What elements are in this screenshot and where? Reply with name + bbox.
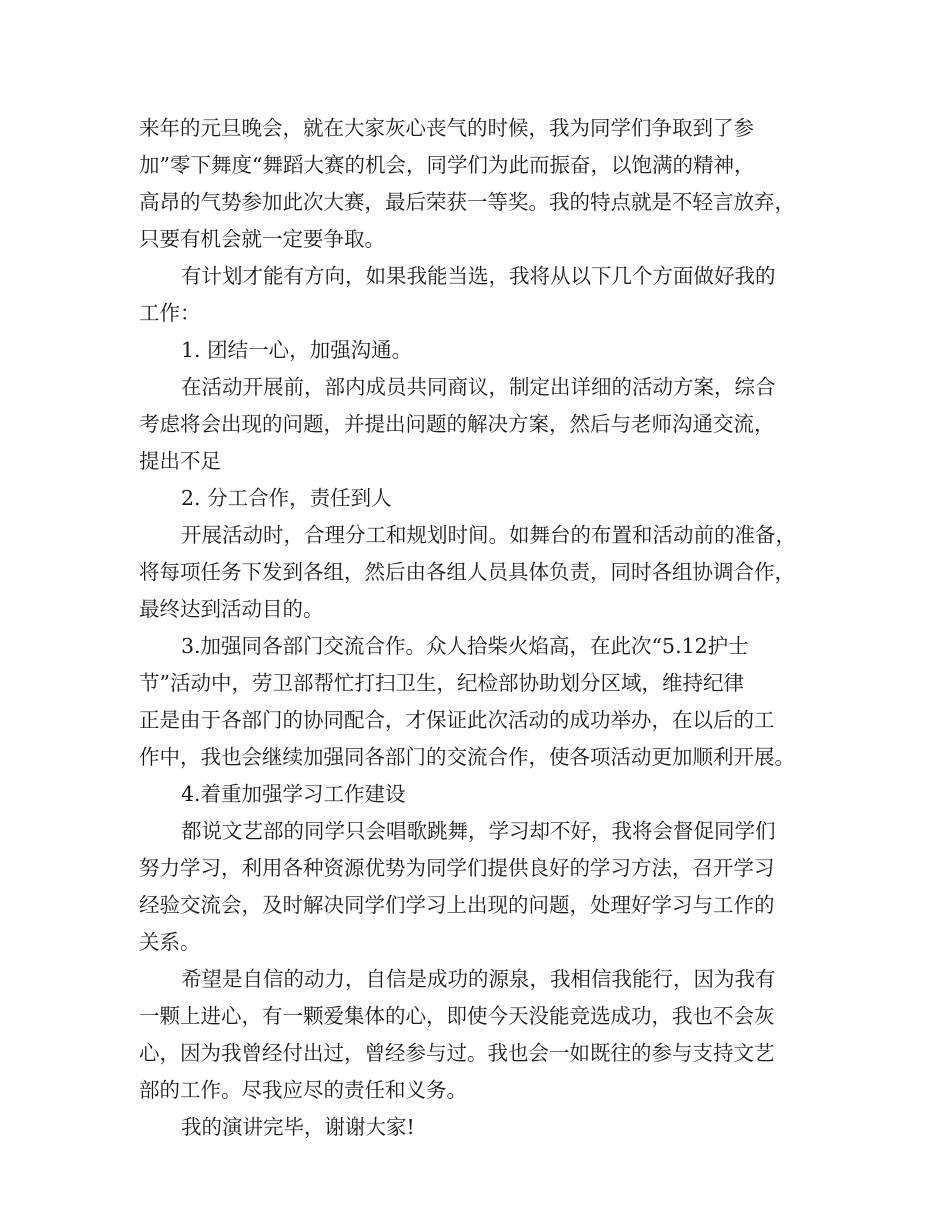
text-line: 作中，我也会继续加强同各部门的交流合作，使各项活动更加顺利开展。 (139, 745, 795, 769)
paragraph-start-line: 希望是自信的动力，自信是成功的源泉，我相信我能行，因为我有 (181, 967, 776, 991)
text-line: 考虑将会出现的问题，并提出问题的解决方案，然后与老师沟通交流， (139, 412, 775, 436)
section-heading-3: 3.加强同各部门交流合作。众人拾柴火焰高，在此次“5.12护士 (181, 634, 749, 658)
text-line: 将每项任务下发到各组，然后由各组人员具体负责，同时各组协调合作， (139, 560, 795, 584)
body-text (139, 110, 839, 1146)
closing-line: 我的演讲完毕，谢谢大家! (181, 1115, 415, 1139)
paragraph-start-line: 有计划才能有方向，如果我能当选，我将从以下几个方面做好我的 (181, 264, 776, 288)
paragraph-start-line: 都说文艺部的同学只会唱歌跳舞，学习却不好，我将会督促同学们 (181, 819, 776, 843)
section-heading-4: 4.着重加强学习工作建设 (181, 782, 406, 806)
text-line: 关系。 (139, 930, 201, 954)
text-line: 一颗上进心，有一颗爱集体的心，即使今天没能竞选成功，我也不会灰 (139, 1004, 775, 1028)
paragraph-start-line: 开展活动时，合理分工和规划时间。如舞台的布置和活动前的准备， (181, 523, 796, 547)
text-line: 工作： (139, 301, 201, 325)
text-line: 只要有机会就一定要争取。 (139, 227, 385, 251)
text-line: 正是由于各部门的协同配合，才保证此次活动的成功举办，在以后的工 (139, 708, 775, 732)
paragraph-start-line: 在活动开展前，部内成员共同商议，制定出详细的活动方案，综合 (181, 375, 776, 399)
text-line: 部的工作。尽我应尽的责任和义务。 (139, 1078, 467, 1102)
text-line: 心，因为我曾经付出过，曾经参与过。我也会一如既往的参与支持文艺 (139, 1041, 775, 1065)
text-line: 努力学习，利用各种资源优势为同学们提供良好的学习方法，召开学习 (139, 856, 775, 880)
text-line: 提出不足 (139, 449, 221, 473)
text-line: 来年的元旦晚会，就在大家灰心丧气的时候，我为同学们争取到了参 (139, 116, 754, 140)
section-heading-2: 2. 分工合作，责任到人 (181, 486, 392, 510)
text-line: 加”零下舞度“舞蹈大赛的机会，同学们为此而振奋，以饱满的精神， (139, 153, 755, 177)
section-heading-1: 1. 团结一心，加强沟通。 (181, 338, 413, 362)
text-line: 经验交流会，及时解决同学们学习上出现的问题，处理好学习与工作的 (139, 893, 775, 917)
text-line: 最终达到活动目的。 (139, 597, 324, 621)
text-line: 节”活动中，劳卫部帮忙打扫卫生，纪检部协助划分区域，维持纪律 (139, 671, 744, 695)
text-line: 高昂的气势参加此次大赛，最后荣获一等奖。我的特点就是不轻言放弃， (139, 190, 795, 214)
